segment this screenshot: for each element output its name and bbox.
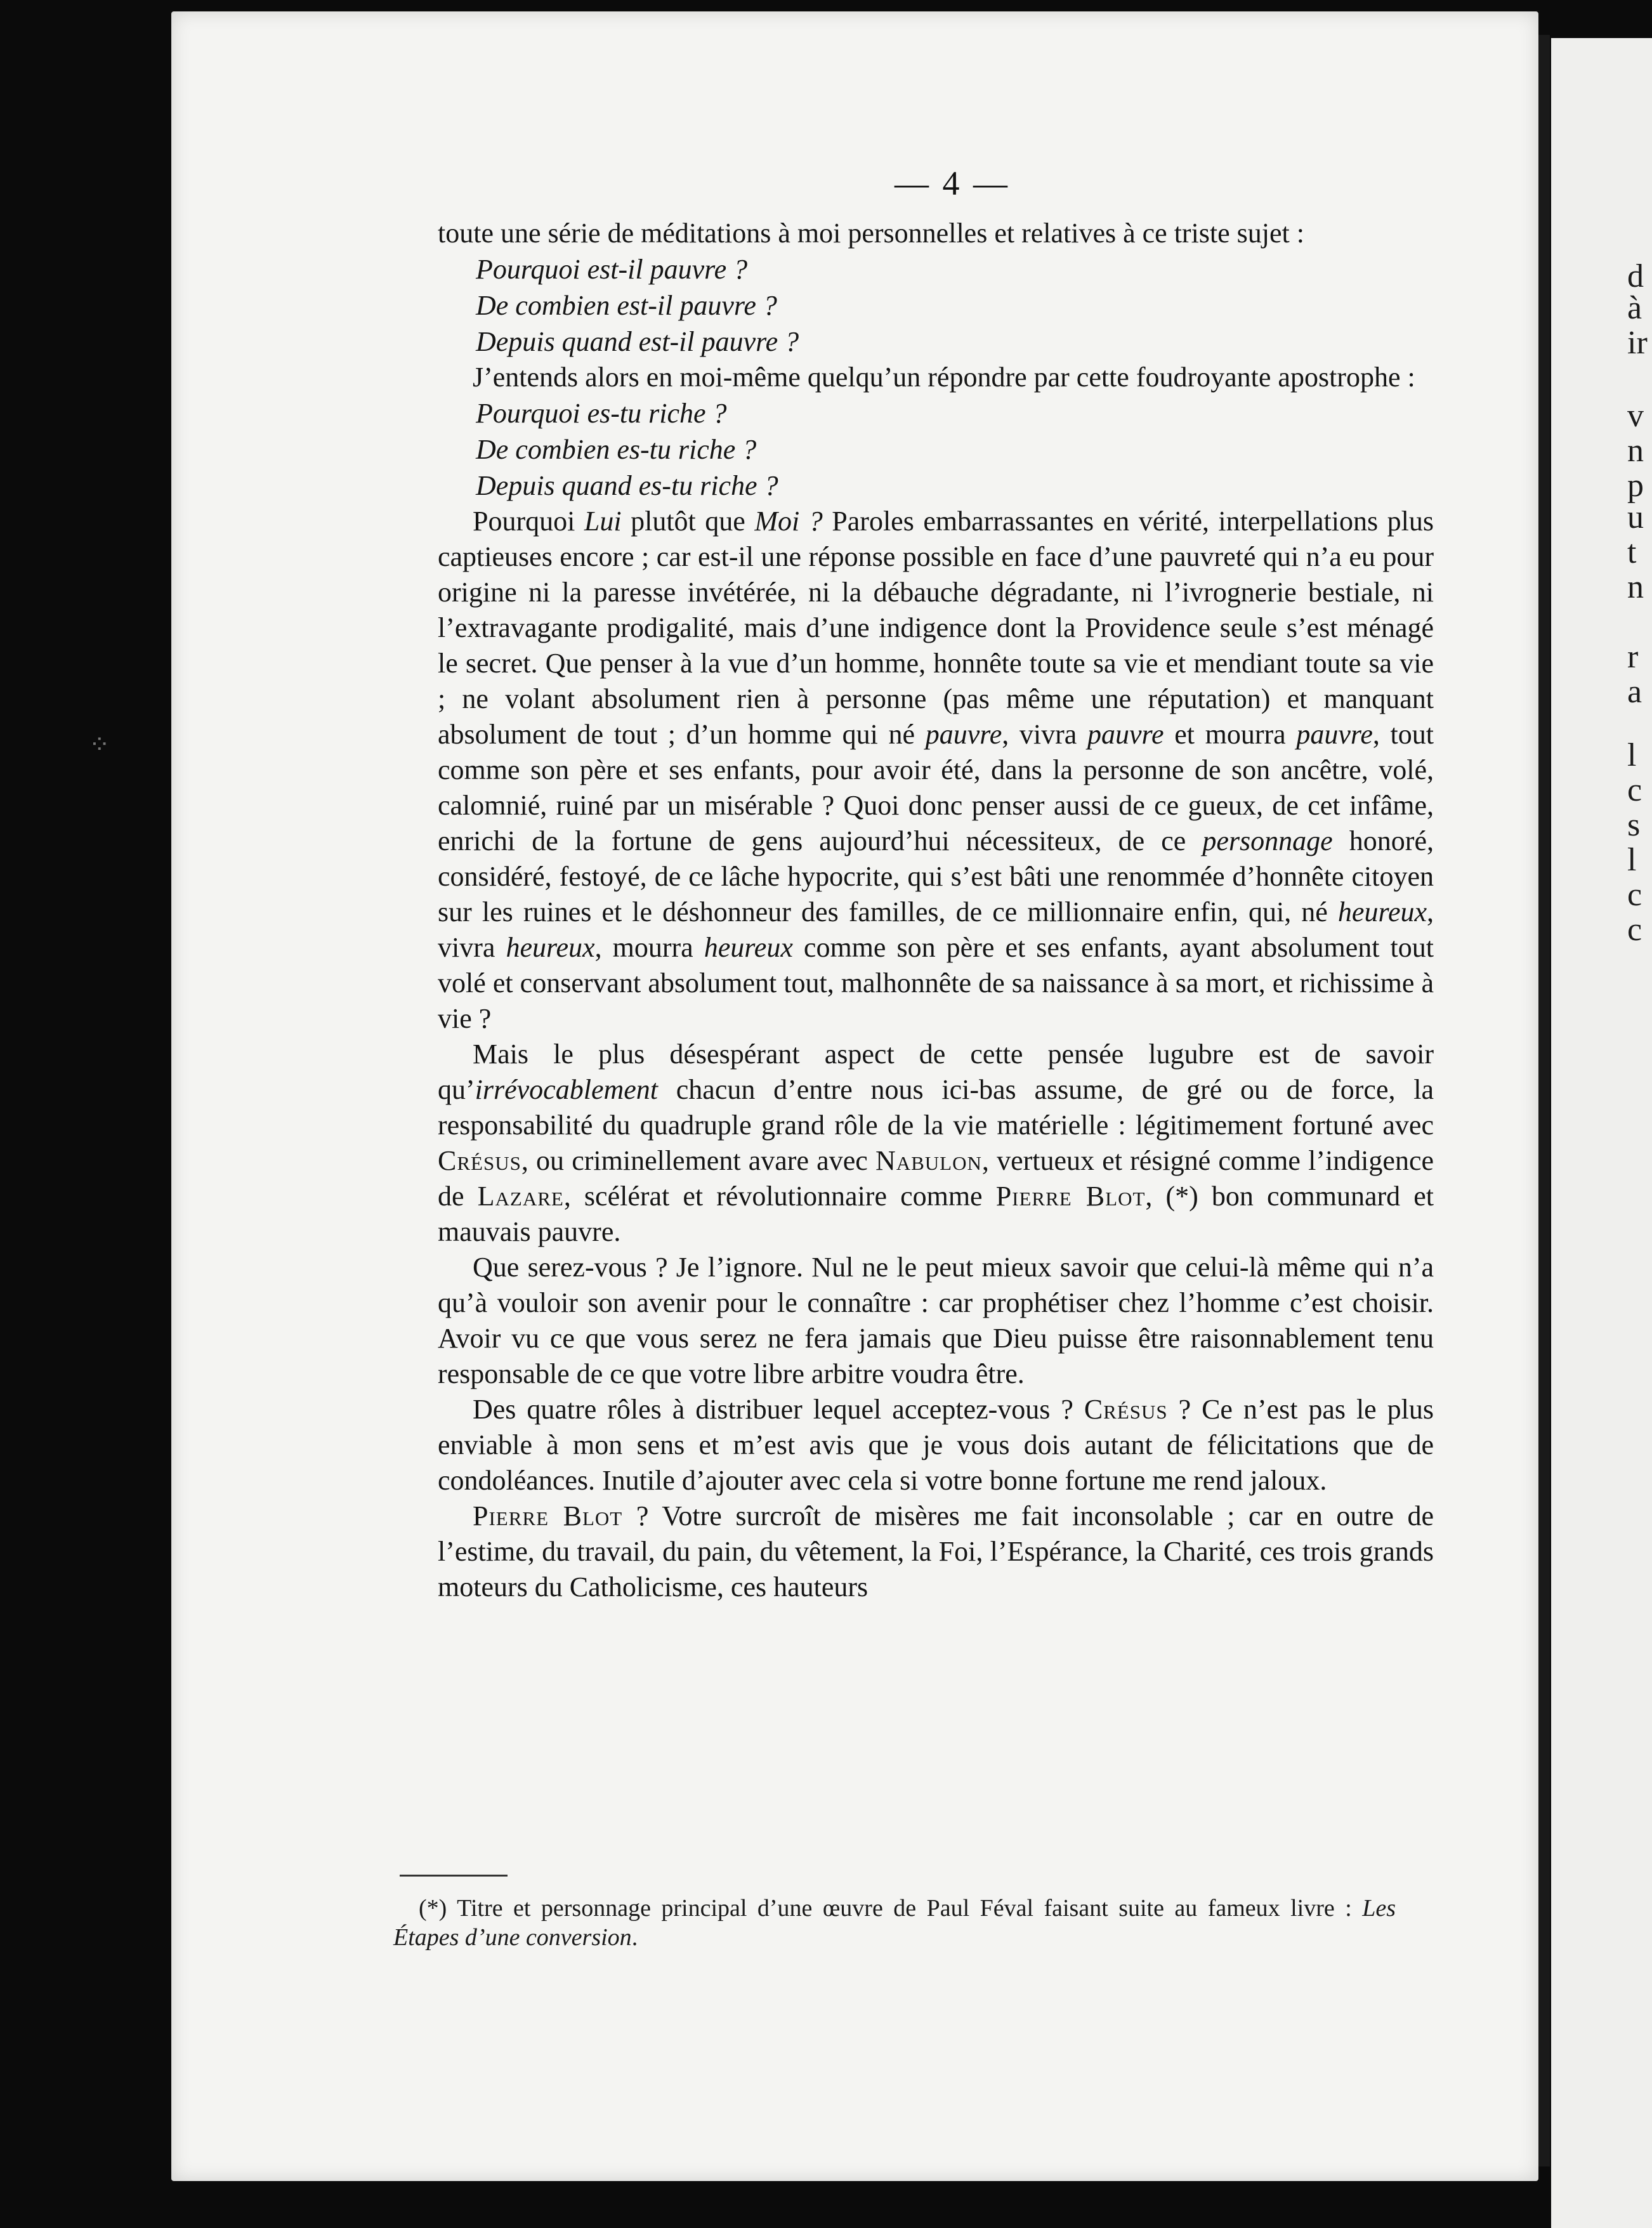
name-cresus: Crésus [1084, 1394, 1168, 1425]
verse-line: Depuis quand est-il pauvre ? [476, 326, 799, 357]
text-run: et mourra [1164, 719, 1297, 750]
footnote-rule [400, 1875, 508, 1877]
verse-line: Pourquoi est-il pauvre ? [476, 254, 748, 285]
text-run: , mourra [594, 932, 704, 963]
emphasis: pauvre [1296, 719, 1373, 750]
bleed-letter: l [1627, 842, 1637, 878]
paragraph-entends: J’entends alors en moi-même quelqu’un répondre par cette foudroyante apostrophe : [473, 362, 1415, 393]
paragraph-quatre-roles [438, 1392, 1434, 1498]
paragraph-pierre-blot [438, 1498, 1434, 1605]
paragraph-pourquoi [438, 504, 1434, 1037]
bleed-letter: p [1627, 468, 1644, 504]
text-run: , vivra [438, 896, 1434, 963]
questions-riche [438, 395, 1434, 504]
bleed-letter: ir [1627, 325, 1648, 361]
text-run: Des quatre rôles à distribuer lequel acceptez-vous ? [473, 1394, 1084, 1425]
text-run: , vertueux et résigné comme l’indigence de [438, 1145, 1434, 1212]
scan-speck: ⁘ [89, 730, 110, 759]
footnote-mark: (*) [419, 1895, 447, 1922]
emphasis: heureux [704, 932, 793, 963]
adjacent-page-edge [1551, 38, 1652, 2228]
name-pierre-blot: Pierre Blot [473, 1500, 623, 1531]
bleed-letter: d [1627, 258, 1644, 294]
bleed-letter: l [1627, 737, 1637, 773]
text-run: , ou criminellement avare avec [521, 1145, 875, 1176]
text-run: plutôt que [621, 506, 755, 537]
questions-pauvre [438, 251, 1434, 360]
emphasis: irrévocablement [475, 1074, 658, 1105]
bleed-letter: u [1627, 499, 1644, 535]
emphasis: Moi ? [754, 506, 823, 537]
text-run: ? Votre surcroît de misères me fait inconsolable ; car en outre de l’estime, du travail, du pain, du vêtement, la Foi, l’Espérance, la Charité, ces trois grands moteurs du Catholicisme, ces hauteurs [438, 1500, 1434, 1602]
text-run: , (*) bon communard et mauvais pauvre. [438, 1181, 1434, 1247]
text-run: Mais le plus désespérant aspect de cette pensée lugubre est de savoir qu’ [438, 1039, 1434, 1105]
page-number: — 4 — [895, 164, 1010, 202]
text-run: Pourquoi [473, 506, 584, 537]
bleed-letter: r [1627, 639, 1639, 675]
text-run: ? Ce n’est pas le plus enviable à mon sens et m’est avis que je vous dois autant de félicitations que de condoléances. Inutile d’ajouter avec cela si votre bonne fortune me rend jaloux. [438, 1394, 1434, 1496]
bleed-letter: n [1627, 569, 1644, 605]
bleed-letter: à [1627, 290, 1642, 326]
paragraph-intro: toute une série de méditations à moi personnelles et relatives à ce triste sujet : [438, 218, 1304, 249]
bleed-letter: c [1627, 772, 1642, 808]
body-text [438, 216, 1434, 1605]
footnote [393, 1894, 1396, 1952]
paragraph-serez-vous: Que serez-vous ? Je l’ignore. Nul ne le peut mieux savoir que celui-là même qui n’a qu’à vouloir son avenir pour le connaître : car prophétiser chez l’homme c’est choisir. Avoir vu ce que vous serez ne fera jamais que Dieu puisse être raisonnablement tenu responsable de ce que votre libre arbitre voudra être. [438, 1252, 1434, 1389]
text-run: chacun d’entre nous ici-bas assume, de gré ou de force, la responsabilité du quadruple grand rôle de la vie matérielle : légitimement fortuné avec [438, 1074, 1434, 1141]
bleed-letter: a [1627, 674, 1642, 710]
name-cresus: Crésus [438, 1145, 521, 1176]
text-run: , scélérat et révolutionnaire comme [563, 1181, 996, 1212]
text-run: , tout comme son père et ses enfants, pour avoir été, dans la personne de son ancêtre, volé, calomnié, ruiné par un misérable ? Quoi donc penser aussi de ce gueux, de cet infâme, enrichi de la fortune de gens aujourd’hui nécessiteux, de ce [438, 719, 1434, 856]
text-run: Paroles embarrassantes en vérité, interpellations plus captieuses encore ; car est-il une réponse possible en face d’une pauvreté qui n’a eu pour origine ni la paresse invétérée, ni la débauche dégradante, ni l’ivrognerie bestiale, ni l’extravagante prodigalité, mais d’une indigence dont la Providence seule s’est ménagé le secret. Que penser à la vue d’un homme, honnête toute sa vie et mendiant toute sa vie ; ne volant absolument rien à personne (pas même une réputation) et manquant absolument de tout ; d’un homme qui né [438, 506, 1434, 750]
verse-line: De combien es-tu riche ? [476, 434, 757, 465]
page-gutter [1538, 35, 1550, 2166]
bleed-letter: c [1627, 877, 1642, 913]
emphasis: pauvre [925, 719, 1002, 750]
bleed-letter: c [1627, 912, 1642, 948]
paragraph-desesperant [438, 1037, 1434, 1250]
text-run: honoré, considéré, festoyé, de ce lâche hypocrite, qui s’est bâti une renommée d’honnête citoyen sur les ruines et le déshonneur des familles, de ce millionnaire enfin, qui, né [438, 825, 1434, 927]
text-run: Titre et personnage principal d’une œuvre de Paul Féval faisant suite au fameux livre : [447, 1895, 1363, 1922]
name-lazare: Lazare [477, 1181, 564, 1212]
emphasis: personnage [1202, 825, 1333, 856]
emphasis: Lui [584, 506, 622, 537]
text-run: , vivra [1002, 719, 1087, 750]
name-pierre-blot: Pierre Blot [995, 1181, 1146, 1212]
emphasis: pauvre [1087, 719, 1164, 750]
name-nabulon: Nabulon [875, 1145, 982, 1176]
text-run: . [631, 1924, 638, 1951]
verse-line: Depuis quand es-tu riche ? [476, 470, 778, 501]
emphasis: heureux [506, 932, 595, 963]
verse-line: Pourquoi es-tu riche ? [476, 398, 727, 429]
bleed-letter: n [1627, 433, 1644, 469]
verse-line: De combien est-il pauvre ? [476, 290, 777, 321]
book-title: Les Étapes d’une conversion [393, 1895, 1396, 1951]
bleed-letter: t [1627, 534, 1637, 570]
emphasis: heureux [1337, 896, 1427, 927]
bleed-letter: s [1627, 807, 1641, 843]
text-run: comme son père et ses enfants, ayant absolument tout volé et conservant absolument tout, malhonnête de sa naissance à sa mort, et richissime à vie ? [438, 932, 1434, 1034]
bleed-letter: v [1627, 398, 1644, 434]
